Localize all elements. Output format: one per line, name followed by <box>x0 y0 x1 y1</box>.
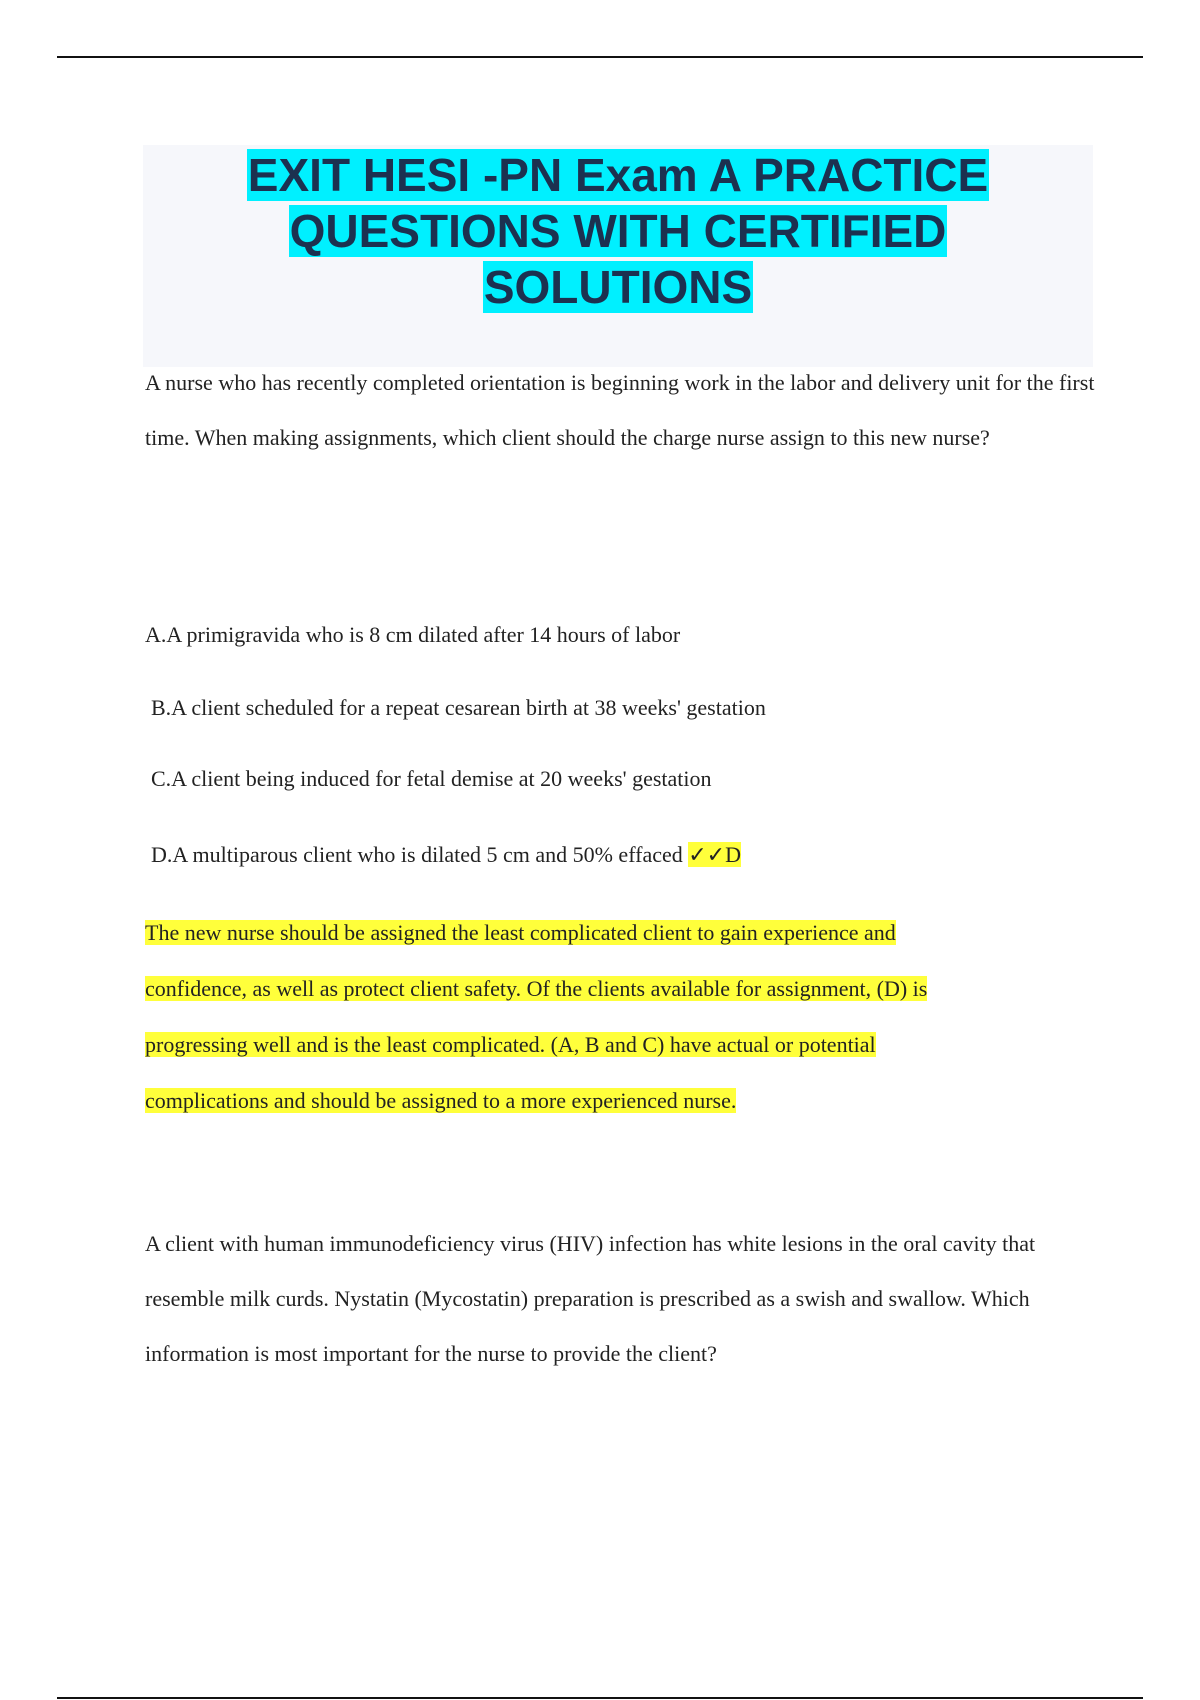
question-1-option-c: C.A client being induced for fetal demise at 20 weeks' gestation <box>151 766 712 791</box>
page-title <box>143 147 1093 315</box>
title-line-1: EXIT HESI -PN Exam A PRACTICE <box>247 149 989 201</box>
question-1-stem: A nurse who has recently completed orientation is beginning work in the labor and delivery unit for the first time. When making assignments, which client should the charge nurse assign to this new nurse? <box>145 370 1095 450</box>
question-1-option-d <box>151 840 741 870</box>
bottom-rule <box>57 1697 1143 1699</box>
option-d-text: D.A multiparous client who is dilated 5 cm and 50% effaced <box>151 842 683 867</box>
rationale-line-3: progressing well and is the least complicated. (A, B and C) have actual or potential <box>145 1032 876 1057</box>
rationale-line-4: complications and should be assigned to a more experienced nurse. <box>145 1088 737 1113</box>
title-line-3: SOLUTIONS <box>483 261 753 313</box>
title-line-2: QUESTIONS WITH CERTIFIED <box>289 205 947 257</box>
question-2-stem: A client with human immunodeficiency virus (HIV) infection has white lesions in the oral cavity that resemble milk curds. Nystatin (Mycostatin) preparation is prescribed as a swish and swallow. Which information is most important for the nurse to provide the client? <box>145 1231 1036 1366</box>
question-1-option-b: B.A client scheduled for a repeat cesarean birth at 38 weeks' gestation <box>151 695 766 720</box>
title-block <box>143 145 1093 367</box>
question-1-rationale <box>145 905 1105 1129</box>
question-1-option-a: A.A primigravida who is 8 cm dilated after 14 hours of labor <box>145 622 681 647</box>
rationale-line-2: confidence, as well as protect client safety. Of the clients available for assignment, (D) is <box>145 976 928 1001</box>
answer-mark: ✓✓D <box>688 842 742 867</box>
top-rule <box>57 56 1143 58</box>
rationale-line-1: The new nurse should be assigned the least complicated client to gain experience and <box>145 920 896 945</box>
